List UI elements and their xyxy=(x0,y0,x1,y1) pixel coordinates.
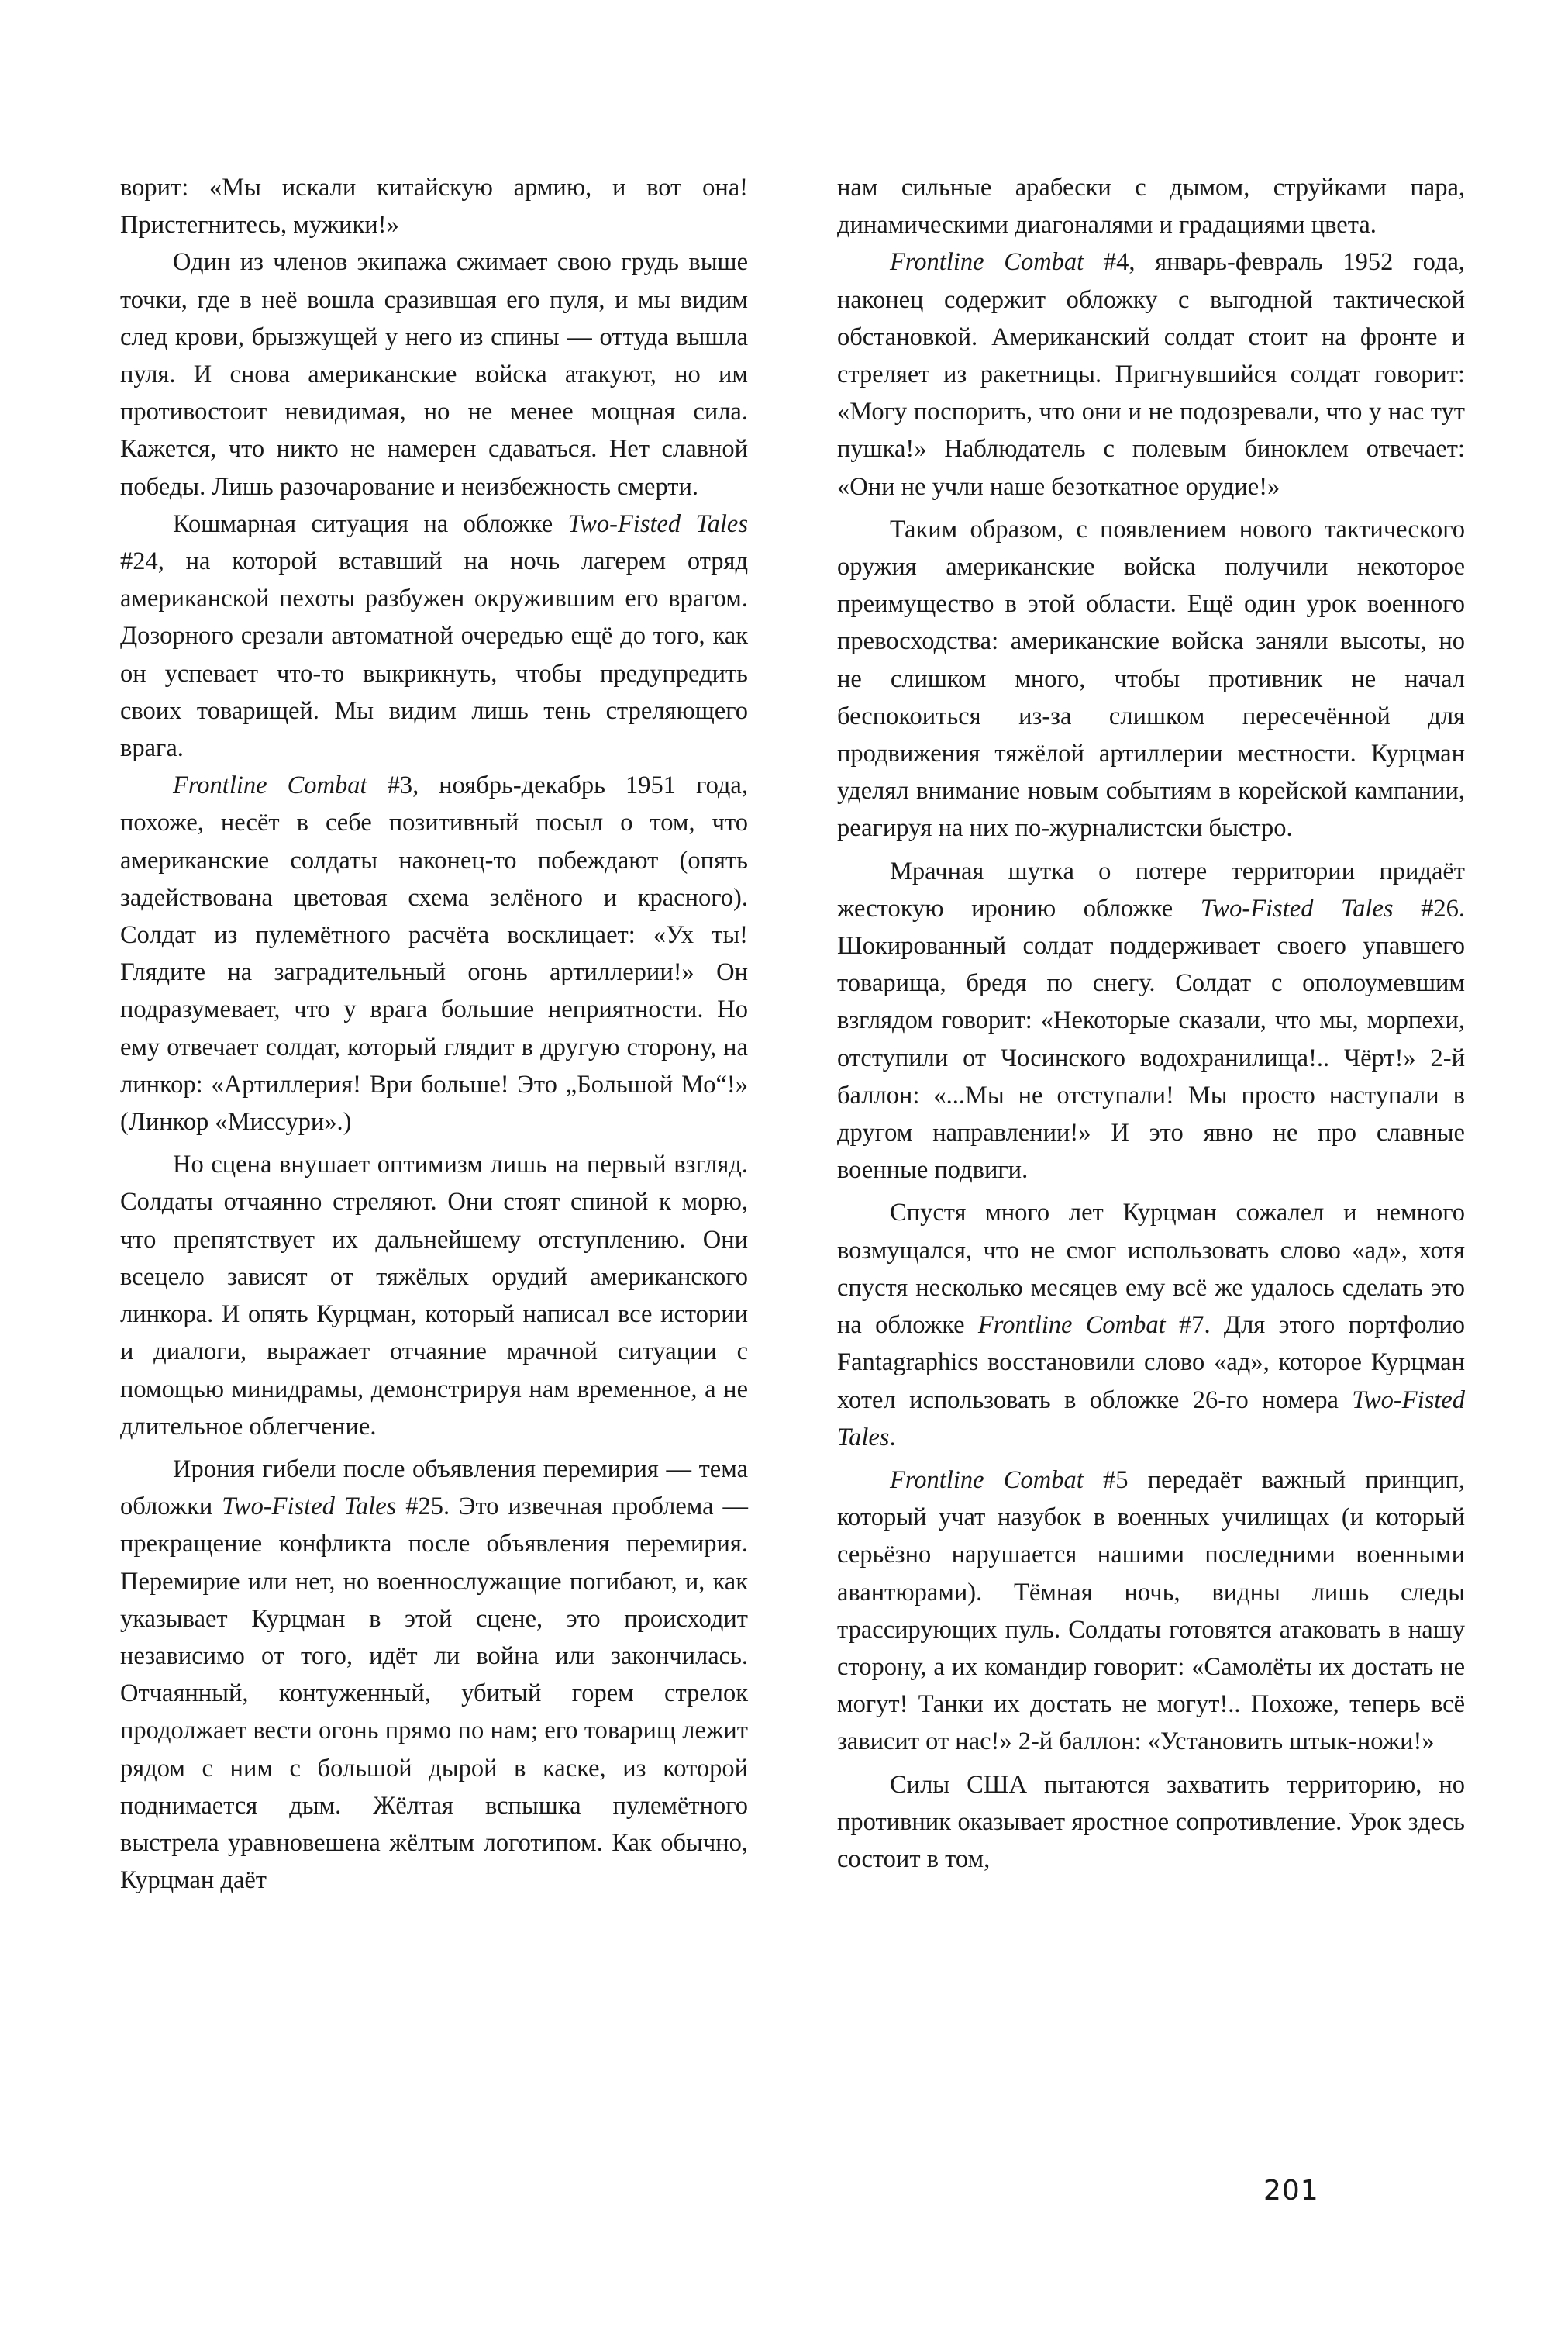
paragraph-text: Таким образом, с появлением нового тактического оружия американские войска получили некоторое преимущество в этой области. Ещё один урок военного превосходства: американские войска заняли высоты, но не слишком много, чтобы противник не начал беспокоиться из-за слишком пересечённой для продвижения тяжёлой артиллерии местности. Курцман уделял внимание новым событиям в корейской кампании, реагируя на них по-журналистски быстро. xyxy=(837,515,1465,843)
paragraph xyxy=(837,243,1465,505)
comic-title: Two-Fisted Tales xyxy=(837,1386,1465,1451)
paragraph-text: Кошмарная ситуация на обложке xyxy=(173,509,568,538)
page-number: 201 xyxy=(1263,2175,1319,2207)
paragraph xyxy=(837,1194,1465,1455)
paragraph xyxy=(837,169,1465,243)
left-column xyxy=(120,169,748,1899)
paragraph xyxy=(837,1766,1465,1879)
right-column xyxy=(837,169,1465,1878)
paragraph-text: Один из членов экипажа сжимает свою грудь выше точки, где в неё вошла сразившая его пуля, и мы видим след крови, брызжущей у него из спины — оттуда вышла пуля. И снова американские войска атакуют, но им противостоит невидимая, но не менее мощная сила. Кажется, что никто не намерен сдаваться. Нет славной победы. Лишь разочарование и неизбежность смерти. xyxy=(120,248,748,501)
paragraph-text: Но сцена внушает оптимизм лишь на первый взгляд. Солдаты отчаянно стреляют. Они стоят спиной к морю, что препятствует их дальнейшему отступлению. Они всецело зависят от тяжёлых орудий американского линкора. И опять Курцман, который написал все истории и диалоги, выражает отчаяние мрачной ситуации с помощью минидрамы, демонстрируя нам временное, а не длительное облегчение. xyxy=(120,1151,748,1441)
paragraph-text: #25. Это извечная проблема — прекращение конфликта после объявления перемирия. Перемирие или нет, но военнослужащие погибают, и, как указывает Курцман в этой сцене, это происходит независимо от того, идёт ли война или закончилась. Отчаянный, контуженный, убитый горем стрелок продолжает вести огонь прямо по нам; его товарищ лежит рядом с ним с большой дырой в каске, из которой поднимается дым. Жёлтая вспышка пулемётного выстрела уравновешена жёлтым логотипом. Как обычно, Курцман даёт xyxy=(120,1493,749,1895)
paragraph-text: . xyxy=(889,1423,896,1451)
paragraph xyxy=(120,1451,748,1899)
paragraph-text: ворит: «Мы искали китайскую армию, и вот она! Пристегнитесь, мужики!» xyxy=(120,174,748,240)
paragraph xyxy=(837,511,1465,847)
paragraph-text: #7. Для этого портфолио Fantagraphics восстановили слово «ад», которое Курцман хотел использовать в обложке 26-го номера xyxy=(837,1311,1465,1414)
paragraph-text: Силы США пытаются захватить территорию, но противник оказывает яростное сопротивление. Урок здесь состоит в том, xyxy=(837,1770,1465,1873)
comic-title: Two-Fisted Tales xyxy=(222,1493,397,1521)
comic-title: Frontline Combat xyxy=(890,1465,1084,1494)
paragraph xyxy=(837,853,1465,1189)
paragraph xyxy=(120,506,748,767)
paragraph-text: #24, на которой вставший на ночь лагерем отряд американской пехоты разбужен окружившим его врагом. Дозорного срезали автоматной очередью ещё до того, как он успевает что-то выкрикнуть, чтобы предупредить своих товарищей. Мы видим лишь тень стреляющего врага. xyxy=(120,547,748,763)
paragraph-text: нам сильные арабески с дымом, струйками пара, динамическими диагоналями и градациями цвета. xyxy=(837,174,1465,240)
paragraph-text: Ирония гибели после объявления перемирия — тема обложки xyxy=(120,1455,748,1521)
paragraph xyxy=(120,169,748,243)
comic-title: Two-Fisted Tales xyxy=(1200,894,1394,923)
paragraph xyxy=(120,767,748,1141)
paragraph-text: Мрачная шутка о потере территории придаёт жестокую иронию обложке xyxy=(837,857,1465,923)
comic-title: Frontline Combat xyxy=(977,1311,1166,1340)
comic-title: Two-Fisted Tales xyxy=(567,509,749,538)
paragraph-text: #4, январь-февраль 1952 года, наконец содержит обложку с выгодной тактической обстановкой. Американский солдат стоит на фронте и стреляет из ракетницы. Пригнувшийся солдат говорит: «Могу поспорить, что они и не подозревали, что у нас тут пушка!» Наблюдатель с полевым биноклем отвечает: «Они не учли наше безоткатное орудие!» xyxy=(837,248,1465,501)
paragraph-text: Спустя много лет Курцман сожалел и немного возмущался, что не смог использовать слово «ад», хотя спустя несколько месяцев ему всё же удалось сделать это на обложке xyxy=(837,1199,1465,1340)
comic-title: Frontline Combat xyxy=(890,248,1084,277)
paragraph xyxy=(120,243,748,505)
comic-title: Frontline Combat xyxy=(173,771,367,800)
paragraph-text: #5 передаёт важный принцип, который учат назубок в военных училищах (и который серьёзно нарушается нашими последними военными авантюрами). Тёмная ночь, видны лишь следы трассирующих пуль. Солдаты готовятся атаковать в нашу сторону, а их командир говорит: «Самолёты их достать не могут! Танки их достать не могут!.. Похоже, теперь всё зависит от нас!» 2-й баллон: «Установить штык-ножи!» xyxy=(837,1465,1465,1756)
paragraph xyxy=(120,1146,748,1445)
paragraph-text: #26. Шокированный солдат поддерживает своего упавшего товарища, бредя по снегу. Солдат с ополоумевшим взглядом говорит: «Некоторые сказали, что мы, морпехи, отступили от Чосинского водохранилища!.. Чёрт!» 2-й баллон: «...Мы не отступали! Мы просто наступали в другом направлении!» И это явно не про славные военные подвиги. xyxy=(837,894,1466,1185)
paragraph xyxy=(837,1462,1465,1761)
paragraph-text: #3, ноябрь-декабрь 1951 года, похоже, несёт в себе позитивный посыл о том, что американские солдаты наконец-то побеждают (опять задействована цветовая схема зелёного и красного). Солдат из пулемётного расчёта восклицает: «Ух ты! Глядите на заградительный огонь артиллерии!» Он подразумевает, что у врага большие неприятности. Но ему отвечает солдат, который глядит в другую сторону, на линкор: «Артиллерия! Ври больше! Это „Большой Мо“!» (Линкор «Миссури».) xyxy=(120,771,748,1137)
